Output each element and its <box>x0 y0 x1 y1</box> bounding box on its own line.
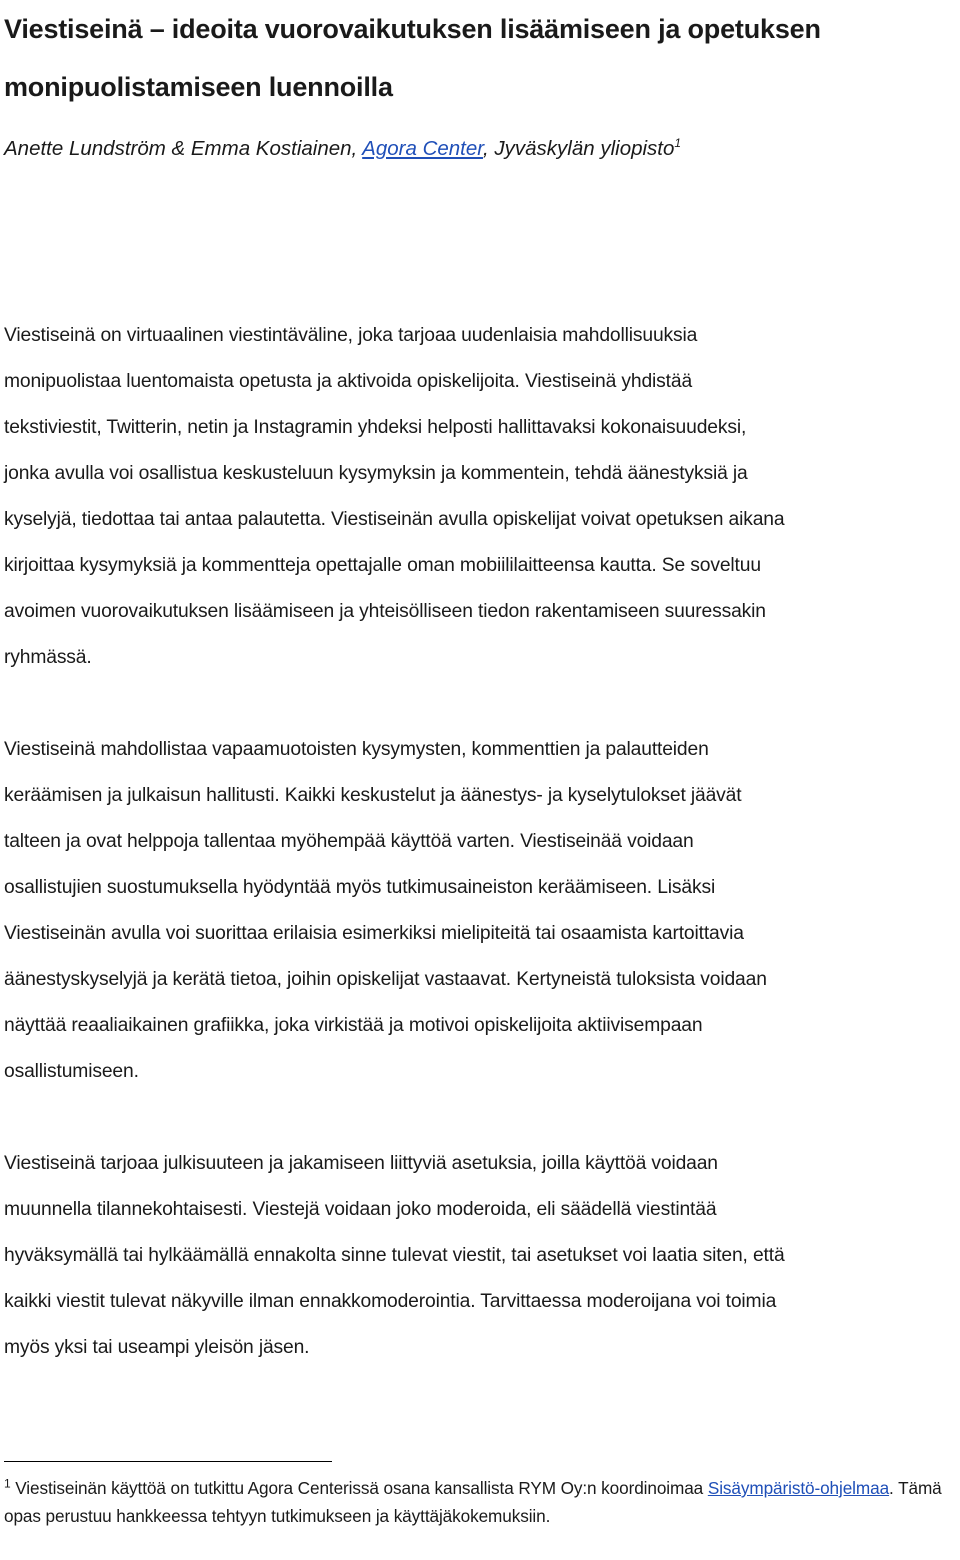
text-line: jonka avulla voi osallistua keskusteluun kysymyksin ja kommentein, tehdä äänestyksiä ja <box>4 463 748 484</box>
text-line: keräämisen ja julkaisun hallitusti. Kaikki keskustelut ja äänestys- ja kyselytulokset jäävät <box>4 785 742 806</box>
text-line: kirjoittaa kysymyksiä ja kommentteja opettajalle oman mobiililaitteensa kautta. Se soveltuu <box>4 555 761 576</box>
paragraph-2 <box>4 727 960 1095</box>
byline-affiliation: , Jyväskylän yliopisto <box>482 137 675 160</box>
text-line: Viestiseinä tarjoaa julkisuuteen ja jakamiseen liittyviä asetuksia, joilla käyttöä voidaan <box>4 1153 718 1174</box>
footnote-mark: 1 <box>4 1476 11 1491</box>
text-line: osallistujien suostumuksella hyödyntää myös tutkimusaineiston keräämiseen. Lisäksi <box>4 877 716 898</box>
footnote-text: Viestiseinän käyttöä on tutkittu Agora Centerissä osana kansallista RYM Oy:n koordinoimaa <box>10 1478 708 1498</box>
footnote-separator <box>4 1461 332 1462</box>
footnote-reference[interactable]: 1 <box>674 136 682 151</box>
text-line: osallistumiseen. <box>4 1061 139 1082</box>
text-line: Viestiseinän avulla voi suorittaa erilaisia esimerkiksi mielipiteitä tai osaamista kartoittavia <box>4 923 744 944</box>
paragraph-3 <box>4 1141 960 1371</box>
text-line: näyttää reaaliaikainen grafiikka, joka virkistää ja motivoi opiskelijoita aktiivisempaan <box>4 1015 703 1036</box>
text-line: monipuolistaa luentomaista opetusta ja aktivoida opiskelijoita. Viestiseinä yhdistää <box>4 371 693 392</box>
agora-center-link[interactable]: Agora Center <box>362 137 483 160</box>
footnote <box>4 1474 954 1530</box>
paragraph-1 <box>4 313 960 681</box>
text-line: kaikki viestit tulevat näkyville ilman ennakkomoderointia. Tarvittaessa moderoijana voi toimia <box>4 1291 777 1312</box>
text-line: kyselyjä, tiedottaa tai antaa palautetta. Viestiseinän avulla opiskelijat voivat opetuksen aikana <box>4 509 785 530</box>
text-line: Viestiseinä on virtuaalinen viestintäväline, joka tarjoaa uudenlaisia mahdollisuuksia <box>4 325 698 346</box>
text-line: hyväksymällä tai hylkäämällä ennakolta sinne tulevat viestit, tai asetukset voi laatia siten, että <box>4 1245 785 1266</box>
byline <box>4 134 681 164</box>
text-line: Viestiseinä mahdollistaa vapaamuotoisten kysymysten, kommenttien ja palautteiden <box>4 739 709 760</box>
text-line: ryhmässä. <box>4 647 92 668</box>
text-line: avoimen vuorovaikutuksen lisäämiseen ja yhteisölliseen tiedon rakentamiseen suuressakin <box>4 601 766 622</box>
text-line: myös yksi tai useampi yleisön jäsen. <box>4 1337 310 1358</box>
byline-authors: Anette Lundström & Emma Kostiainen, <box>4 137 363 160</box>
sisaymparisto-ohjelma-link[interactable]: Sisäympäristö-ohjelmaa <box>707 1478 890 1498</box>
text-line: äänestyskyselyjä ja kerätä tietoa, joihin opiskelijat vastaavat. Kertyneistä tuloksista voidaan <box>4 969 767 990</box>
text-line: tekstiviestit, Twitterin, netin ja Instagramin yhdeksi helposti hallittavaksi kokonaisuudeksi, <box>4 417 747 438</box>
text-line: talteen ja ovat helppoja tallentaa myöhempää käyttöä varten. Viestiseinää voidaan <box>4 831 694 852</box>
footnote-text-end: . Tämä opas perustuu hankkeessa tehtyyn tutkimukseen ja käyttäjäkokemuksiin. <box>4 1478 942 1526</box>
text-line: muunnella tilannekohtaisesti. Viestejä voidaan joko moderoida, eli säädellä viestintää <box>4 1199 717 1220</box>
document-title: Viestiseinä – ideoita vuorovaikutuksen lisäämiseen ja opetuksen monipuolistamiseen luennoilla <box>4 14 821 102</box>
